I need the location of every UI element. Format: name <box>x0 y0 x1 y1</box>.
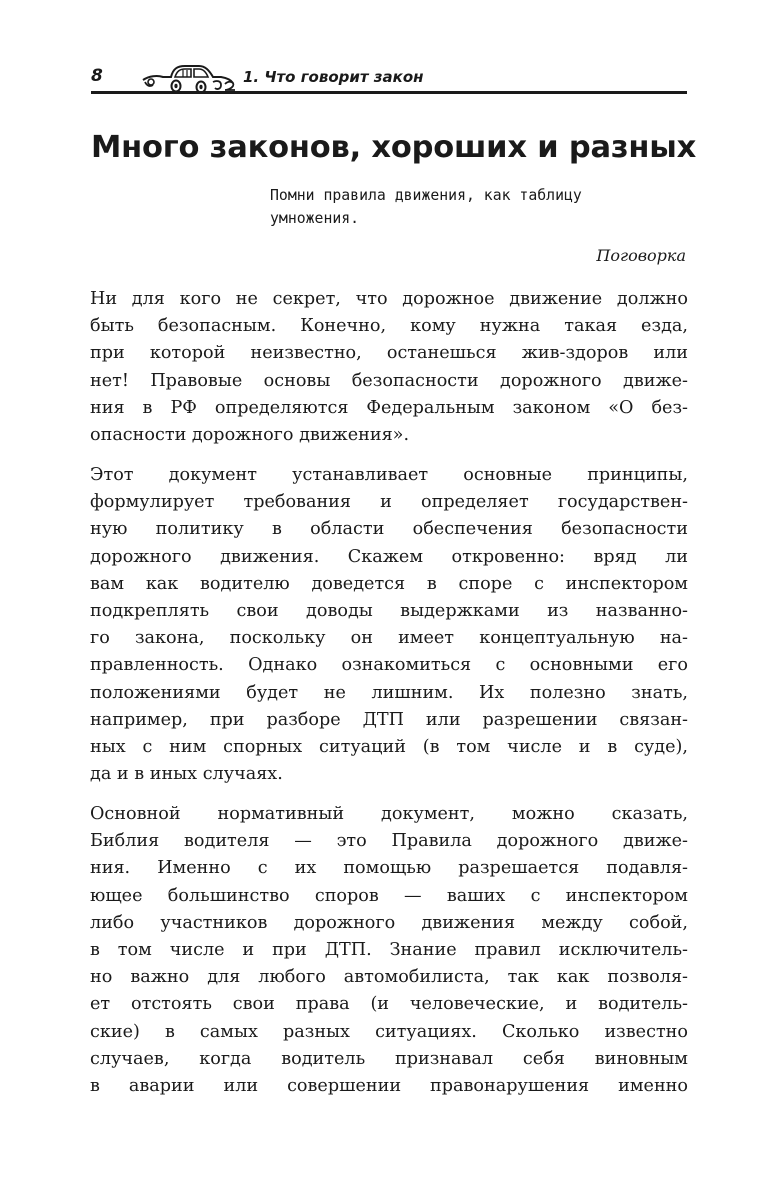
text-line: Библия водителя — это Правила дорожного движе- <box>90 831 688 852</box>
text-line: правленность. Однако ознакомиться с основными его <box>90 655 688 676</box>
text-line: ские) в самых разных ситуациях. Сколько известно <box>90 1021 688 1042</box>
chapter-title: Много законов, хороших и разных <box>91 130 697 165</box>
text-line: го закона, поскольку он имеет концептуальную на- <box>90 628 688 649</box>
text-line: формулирует требования и определяет государствен- <box>90 492 688 513</box>
page-number: 8 <box>91 66 103 86</box>
paragraph-1 <box>90 286 688 449</box>
text-line: нет! Правовые основы безопасности дорожного движе- <box>90 370 688 391</box>
epigraph-line: умножения. <box>270 210 360 227</box>
text-line: либо участников дорожного движения между собой, <box>90 912 688 933</box>
text-line: ет отстоять свои права (и человеческие, и водитель- <box>90 994 688 1015</box>
text-line: Основной нормативный документ, можно сказать, <box>90 804 688 824</box>
text-line: Ни для кого не секрет, что дорожное движение должно <box>90 289 688 309</box>
epigraph-line: Помни правила движения, как таблицу <box>270 187 582 204</box>
text-line: например, при разборе ДТП или разрешении связан- <box>90 709 688 730</box>
text-line: вам как водителю доведется в споре с инспектором <box>90 573 688 594</box>
text-line: ния в РФ определяются Федеральным законом «О без- <box>90 397 688 418</box>
text-line: положениями будет не лишним. Их полезно знать, <box>90 682 688 703</box>
epigraph <box>270 184 686 230</box>
text-line: ную политику в области обеспечения безопасности <box>90 519 688 540</box>
text-line: быть безопасным. Конечно, кому нужна такая езда, <box>90 316 688 337</box>
page-header <box>91 58 687 98</box>
header-divider <box>91 91 687 94</box>
text-line: в аварии или совершении правонарушения именно <box>90 1075 688 1096</box>
text-line: в том числе и при ДТП. Знание правил исключитель- <box>90 939 688 960</box>
text-line: да и в иных случаях. <box>90 764 283 785</box>
text-line: случаев, когда водитель признавал себя виновным <box>90 1048 688 1069</box>
text-line: ния. Именно с их помощью разрешается подавля- <box>90 858 688 879</box>
text-line: ных с ним спорных ситуаций (в том числе и в суде), <box>90 736 688 757</box>
paragraph-2 <box>90 462 688 788</box>
text-line: ющее большинство споров — ваших с инспектором <box>90 885 688 906</box>
paragraph-3 <box>90 801 688 1100</box>
text-line: но важно для любого автомобилиста, так как позволя- <box>90 967 688 988</box>
running-title: 1. Что говорит закон <box>243 68 424 86</box>
text-line: Этот документ устанавливает основные принципы, <box>90 465 688 485</box>
text-line: дорожного движения. Скажем откровенно: вряд ли <box>90 546 688 567</box>
text-line: при которой неизвестно, останешься жив-здоров или <box>90 343 688 364</box>
text-line: подкреплять свои доводы выдержками из названно- <box>90 600 688 621</box>
epigraph-source: Поговорка <box>596 246 686 265</box>
text-line: опасности дорожного движения». <box>90 424 410 445</box>
